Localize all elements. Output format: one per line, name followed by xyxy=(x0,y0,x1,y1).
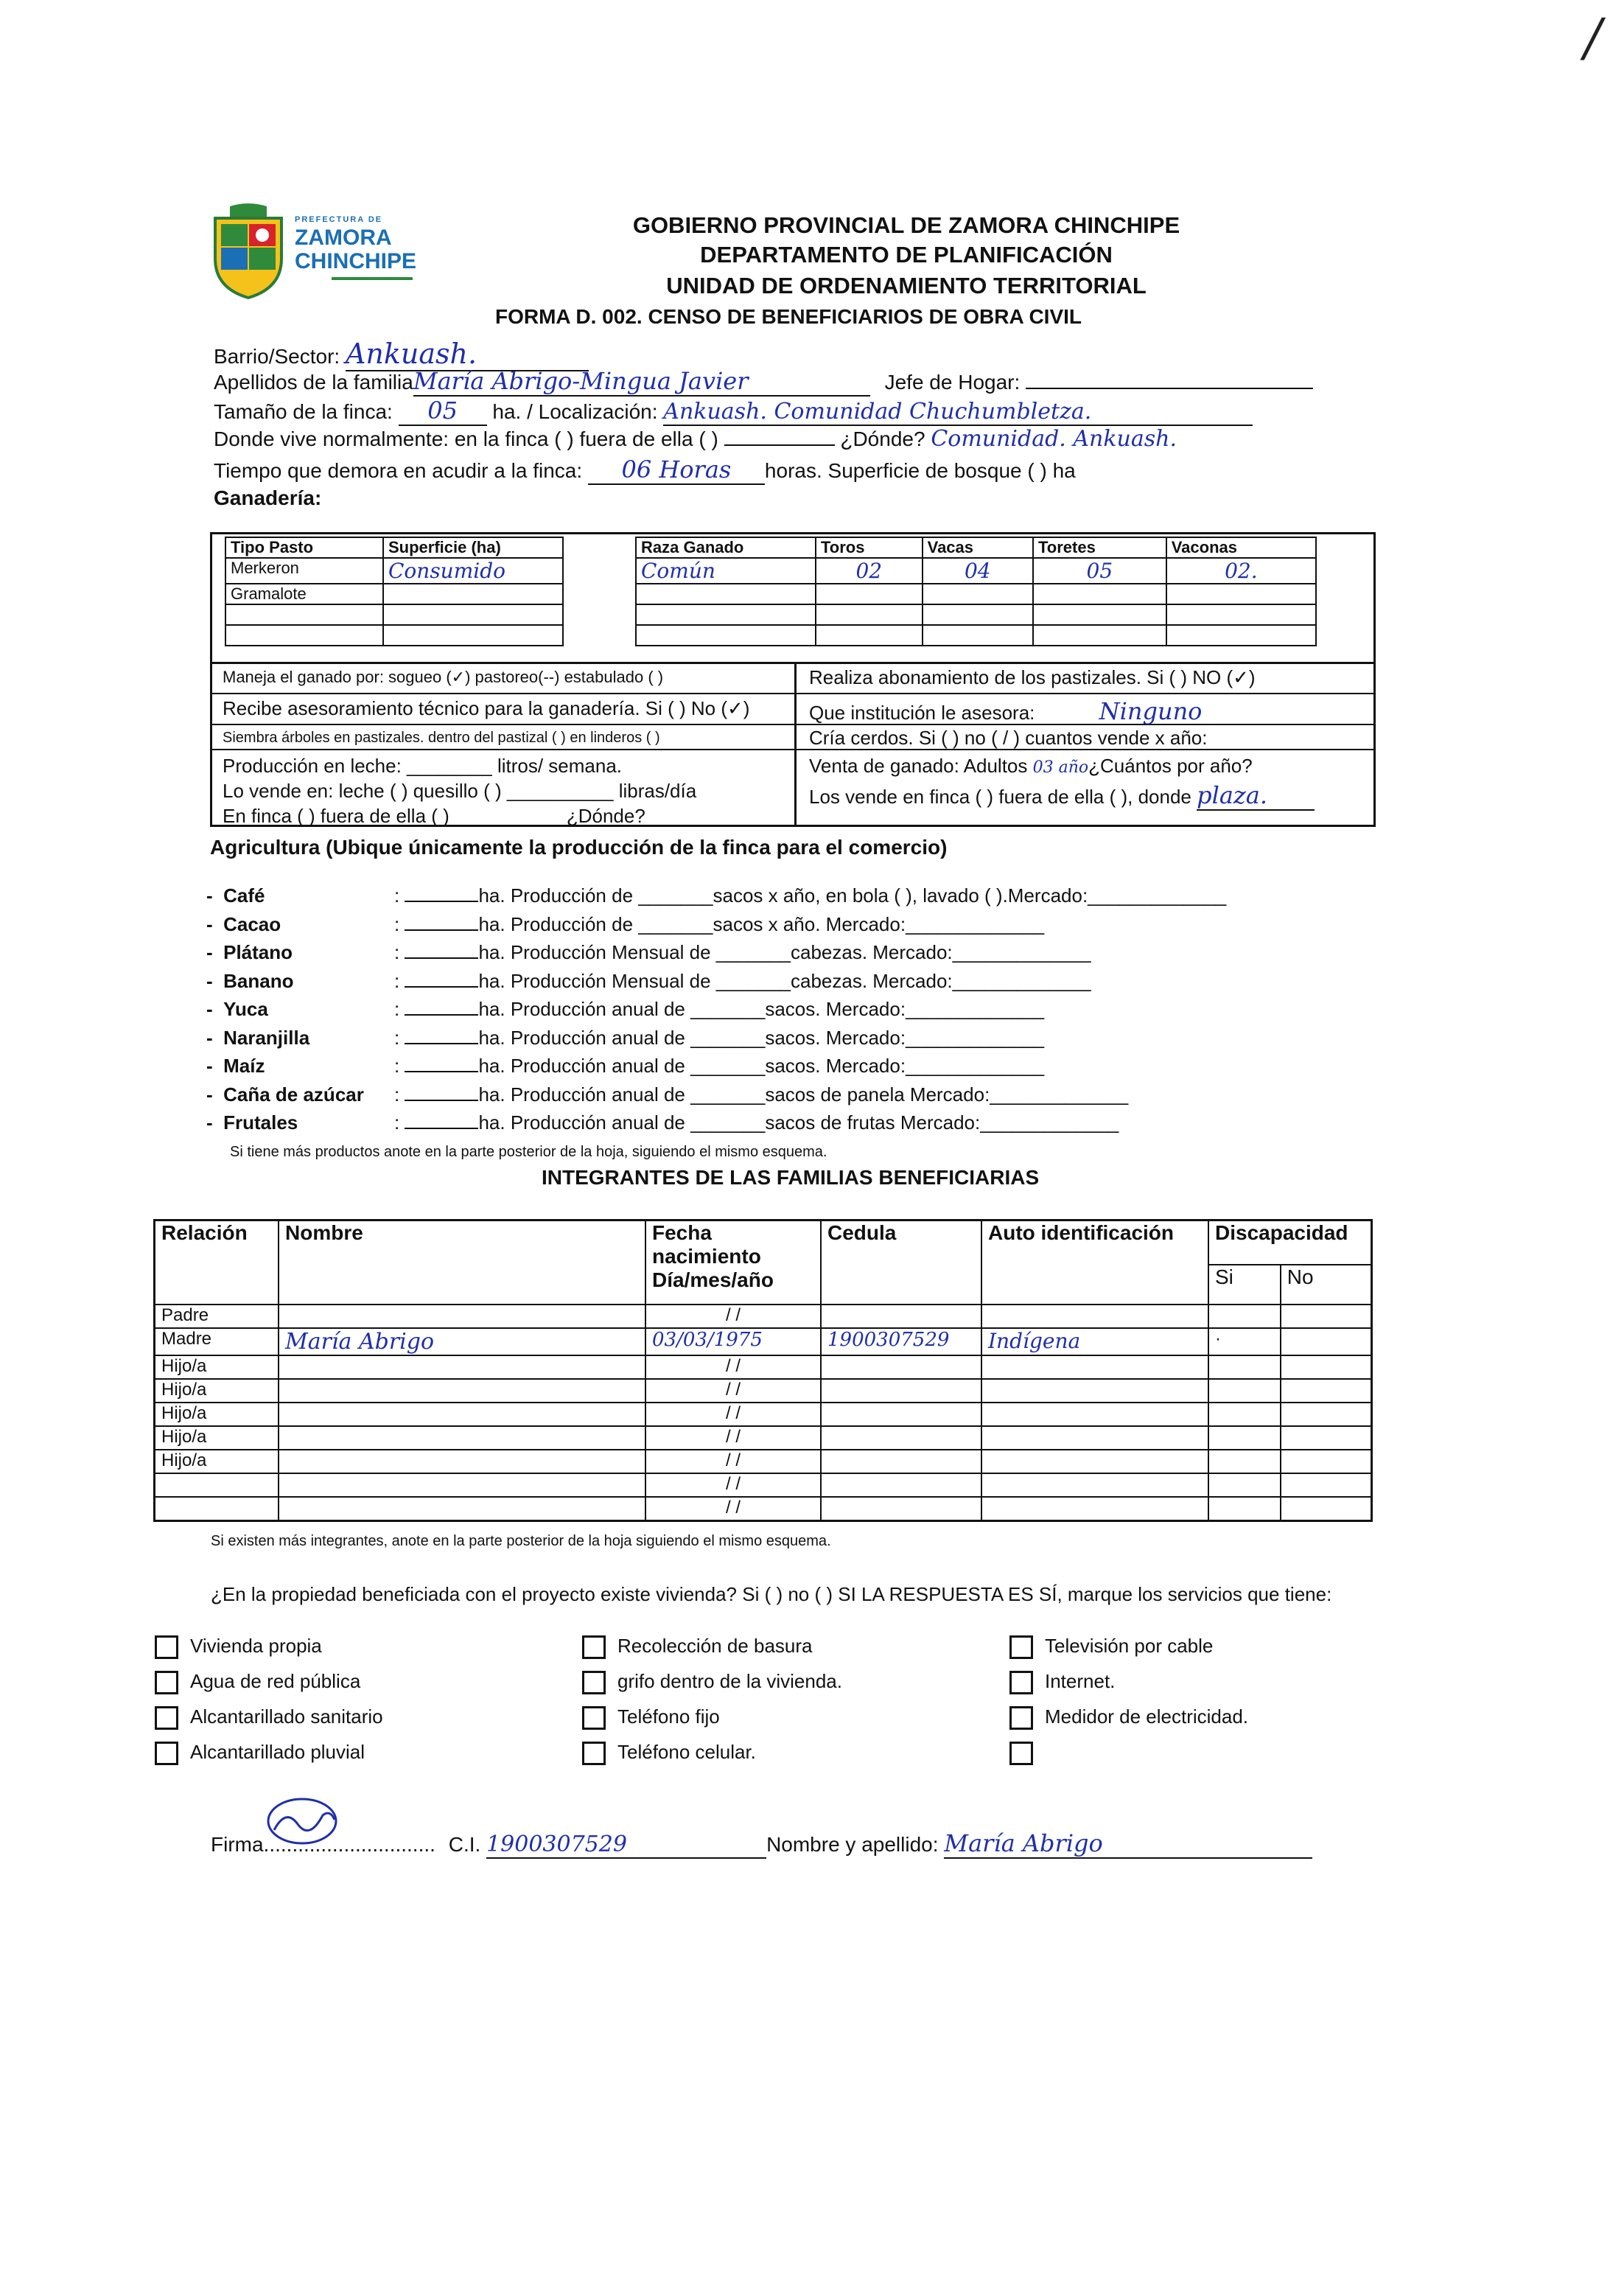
checkbox[interactable] xyxy=(1009,1671,1033,1694)
raza-row xyxy=(636,604,1316,625)
agri-item: - Plátano : ha. Producción Mensual de _______cabezas. Mercado:_____________ xyxy=(206,941,1091,963)
integrante-relacion: Hijo/a xyxy=(155,1450,279,1473)
integrante-no xyxy=(1281,1355,1372,1379)
servicio-option[interactable] xyxy=(582,1670,995,1705)
raza-cell xyxy=(1033,625,1166,646)
header-si: Si xyxy=(1208,1265,1281,1305)
pasto-header-row xyxy=(225,537,563,558)
agri-item: - Frutales : ha. Producción anual de _______sacos de frutas Mercado:_____________ xyxy=(206,1111,1119,1134)
header-no: No xyxy=(1281,1265,1372,1305)
raza-row xyxy=(636,558,1316,584)
servicio-option[interactable] xyxy=(155,1670,567,1705)
firma-label: Firma xyxy=(211,1833,264,1856)
ganado-r2-value: Ninguno xyxy=(1099,697,1203,725)
tamano-label: Tamaño de la finca: xyxy=(214,400,393,423)
agri-item: - Yuca : ha. Producción anual de _______sacos. Mercado:_____________ xyxy=(206,998,1045,1020)
raza-cell xyxy=(1166,584,1316,604)
raza-cell xyxy=(1033,604,1166,625)
integrante-fecha: / / xyxy=(645,1426,821,1450)
integrante-relacion: Hijo/a xyxy=(155,1426,279,1450)
raza-header-row xyxy=(636,537,1316,558)
checkbox[interactable] xyxy=(582,1706,606,1730)
integrante-row xyxy=(155,1379,1372,1403)
pasto-cell xyxy=(383,584,563,604)
integrante-relacion: Hijo/a xyxy=(155,1355,279,1379)
integrante-nombre xyxy=(279,1379,645,1403)
vivienda-col-3 xyxy=(1009,1635,1393,1776)
integrante-si: · xyxy=(1208,1328,1281,1355)
integrante-si xyxy=(1208,1473,1281,1497)
pasto-row xyxy=(225,604,563,625)
raza-header: Toros xyxy=(816,537,923,558)
integrante-fecha: / / xyxy=(645,1305,821,1328)
prefectura-logo xyxy=(208,203,429,299)
pasto-cell: Consumido xyxy=(383,558,563,584)
header-nombre: Nombre xyxy=(279,1220,645,1305)
pasto-cell xyxy=(225,625,383,646)
integrante-relacion: Madre xyxy=(155,1328,279,1355)
integrante-cedula xyxy=(821,1403,981,1426)
ganado-r1: Realiza abonamiento de los pastizales. Si ( ) NO (✓) xyxy=(809,666,1256,688)
raza-table xyxy=(635,537,1317,646)
integrante-fecha: / / xyxy=(645,1379,821,1403)
raza-cell: 04 xyxy=(923,558,1033,584)
integrante-relacion: Padre xyxy=(155,1305,279,1328)
agri-item-name: - Maíz xyxy=(206,1055,265,1077)
checkbox[interactable] xyxy=(582,1635,606,1659)
servicio-option[interactable] xyxy=(582,1741,995,1776)
agri-item-text: ha. Producción Mensual de _______cabezas. Mercado:_____________ xyxy=(478,969,1091,992)
integrante-nombre xyxy=(279,1426,645,1450)
checkbox[interactable] xyxy=(155,1635,178,1659)
tamano-row xyxy=(214,397,1253,426)
header-line-2: DEPARTAMENTO DE PLANIFICACIÓN xyxy=(700,242,1113,268)
agri-item: - Caña de azúcar : ha. Producción anual de _______sacos de panela Mercado:_____________ xyxy=(206,1083,1129,1106)
tamano-value: 05 xyxy=(399,397,487,426)
integrante-relacion: Hijo/a xyxy=(155,1403,279,1426)
ganado-divider-top xyxy=(210,662,1376,664)
agri-item-name: - Cacao xyxy=(206,912,281,935)
raza-cell xyxy=(636,604,816,625)
checkbox[interactable] xyxy=(155,1671,178,1694)
form-title: FORMA D. 002. CENSO DE BENEFICIARIOS DE OBRA CIVIL xyxy=(495,305,1082,328)
header-fecha: Fecha nacimiento Día/mes/año xyxy=(645,1220,821,1305)
integrante-fecha: / / xyxy=(645,1403,821,1426)
jefe-label: Jefe de Hogar: xyxy=(884,371,1021,394)
pasto-row xyxy=(225,625,563,646)
ganado-r4-suffix: ¿Cuántos por año? xyxy=(1088,755,1253,777)
ganado-l4: Producción en leche: ________ litros/ semana. xyxy=(223,755,623,777)
integrante-cedula xyxy=(821,1355,981,1379)
servicio-label: Vivienda propia xyxy=(190,1635,322,1657)
donde-label: ¿Dónde? xyxy=(840,427,925,450)
servicio-option[interactable] xyxy=(1009,1635,1393,1670)
ganaderia-title: Ganadería: xyxy=(214,486,322,509)
integrante-si xyxy=(1208,1379,1281,1403)
vivienda-col-2 xyxy=(582,1635,995,1776)
integrante-si xyxy=(1208,1497,1281,1521)
vive-line xyxy=(724,444,835,446)
integrante-nombre xyxy=(279,1355,645,1379)
checkbox[interactable] xyxy=(1009,1742,1033,1765)
pasto-header-tipo: Tipo Pasto xyxy=(225,537,383,558)
servicio-label: Teléfono celular. xyxy=(617,1741,756,1763)
pasto-cell: Merkeron xyxy=(225,558,383,584)
raza-cell xyxy=(816,584,923,604)
integrante-cedula xyxy=(821,1379,981,1403)
header-relacion: Relación xyxy=(155,1220,279,1305)
agri-item: - Maíz : ha. Producción anual de _______sacos. Mercado:_____________ xyxy=(206,1055,1045,1077)
agri-item-text: ha. Producción de _______sacos x año. Mercado:_____________ xyxy=(478,912,1045,935)
ganado-r5-value: plaza. xyxy=(1197,781,1315,811)
integrante-no xyxy=(1281,1305,1372,1328)
integrante-si xyxy=(1208,1305,1281,1328)
checkbox[interactable] xyxy=(582,1742,606,1765)
ganado-l5: Lo vende en: leche ( ) quesillo ( ) __________ libras/día xyxy=(223,780,697,802)
ci-label: C.I. xyxy=(448,1833,481,1856)
ci-value: 1900307529 xyxy=(486,1831,766,1859)
raza-cell: Común xyxy=(636,558,816,584)
pasto-header-superficie: Superficie (ha) xyxy=(383,537,563,558)
ganado-r5 xyxy=(809,781,1315,811)
integrante-nombre xyxy=(279,1403,645,1426)
integrante-relacion: Hijo/a xyxy=(155,1379,279,1403)
tiempo-label: Tiempo que demora en acudir a la finca: xyxy=(214,459,583,482)
tiempo-value: 06 Horas xyxy=(588,455,765,485)
ganado-r4 xyxy=(809,755,1253,778)
agri-item-name: - Yuca xyxy=(206,998,268,1020)
integrante-cedula: 1900307529 xyxy=(821,1328,981,1355)
checkbox[interactable] xyxy=(1009,1635,1033,1659)
integrante-nombre xyxy=(279,1305,645,1328)
agri-item-name: - Banano xyxy=(206,969,294,992)
logo-underline xyxy=(332,277,413,280)
checkbox[interactable] xyxy=(582,1671,606,1694)
vive-label: Donde vive normalmente: en la finca ( ) fuera de ella ( ) xyxy=(214,427,718,450)
raza-cell: 05 xyxy=(1033,558,1166,584)
tiempo-row xyxy=(214,455,1076,485)
agricultura-title: Agricultura (Ubique únicamente la producción de la finca para el comercio) xyxy=(210,836,948,859)
integrante-no xyxy=(1281,1426,1372,1450)
agri-item-text: ha. Producción anual de _______sacos. Mercado:_____________ xyxy=(478,1026,1045,1049)
donde-value: Comunidad. Ankuash. xyxy=(931,426,1177,452)
integrante-nombre xyxy=(279,1497,645,1521)
integrante-no xyxy=(1281,1497,1372,1521)
agri-item-text: ha. Producción anual de _______sacos de panela Mercado:_____________ xyxy=(478,1083,1129,1106)
integrante-auto xyxy=(981,1305,1208,1328)
agricultura-note: Si tiene más productos anote en la parte posterior de la hoja, siguiendo el mismo esquema. xyxy=(230,1144,827,1160)
integrante-no xyxy=(1281,1473,1372,1497)
servicio-option[interactable] xyxy=(1009,1705,1393,1741)
pasto-table xyxy=(225,537,564,646)
servicio-option[interactable] xyxy=(1009,1670,1393,1705)
apellidos-label: Apellidos de la familia xyxy=(214,371,413,394)
raza-header: Toretes xyxy=(1033,537,1166,558)
integrante-cedula xyxy=(821,1305,981,1328)
servicio-option[interactable] xyxy=(582,1635,995,1670)
ganado-r3: Cría cerdos. Si ( ) no ( / ) cuantos vende x año: xyxy=(809,727,1208,749)
agri-item-name: - Plátano xyxy=(206,941,293,963)
raza-row xyxy=(636,584,1316,604)
agri-item-name: - Frutales xyxy=(206,1111,298,1134)
header-cedula: Cedula xyxy=(821,1220,981,1305)
integrante-cedula xyxy=(821,1450,981,1473)
integrante-row xyxy=(155,1305,1372,1328)
integrante-no xyxy=(1281,1450,1372,1473)
raza-cell xyxy=(1033,584,1166,604)
servicio-label: Alcantarillado sanitario xyxy=(190,1705,383,1728)
ganado-l2: Recibe asesoramiento técnico para la ganadería. Si ( ) No (✓) xyxy=(223,697,750,719)
agri-item-text: ha. Producción Mensual de _______cabezas. Mercado:_____________ xyxy=(478,941,1091,963)
integrante-row xyxy=(155,1473,1372,1497)
raza-header: Vaconas xyxy=(1166,537,1316,558)
integrante-no xyxy=(1281,1379,1372,1403)
integrante-relacion xyxy=(155,1473,279,1497)
integrantes-note: Si existen más integrantes, anote en la parte posterior de la hoja siguiendo el mismo esquema. xyxy=(211,1533,831,1549)
raza-cell xyxy=(923,584,1033,604)
raza-cell xyxy=(816,625,923,646)
integrante-auto xyxy=(981,1403,1208,1426)
pasto-cell xyxy=(383,604,563,625)
integrante-auto xyxy=(981,1355,1208,1379)
integrante-nombre xyxy=(279,1473,645,1497)
integrante-no xyxy=(1281,1328,1372,1355)
servicio-label: Alcantarillado pluvial xyxy=(190,1741,365,1763)
checkbox[interactable] xyxy=(1009,1706,1033,1730)
logo-small-text: PREFECTURA DE xyxy=(295,215,383,224)
ganado-l6: En finca ( ) fuera de ella ( ) __________ ¿Dónde? xyxy=(223,805,645,827)
agri-item-text: ha. Producción anual de _______sacos. Mercado:_____________ xyxy=(478,1055,1045,1077)
servicio-label: Teléfono fijo xyxy=(617,1705,720,1728)
agricultura-list xyxy=(206,884,1312,1140)
firma-row xyxy=(211,1829,1312,1859)
raza-cell xyxy=(923,625,1033,646)
agri-item: - Naranjilla : ha. Producción anual de _______sacos. Mercado:_____________ xyxy=(206,1026,1045,1049)
raza-cell xyxy=(1166,625,1316,646)
signature-icon xyxy=(264,1795,345,1846)
integrante-auto xyxy=(981,1379,1208,1403)
nombre-value: María Abrigo xyxy=(944,1829,1312,1859)
integrante-fecha: / / xyxy=(645,1497,821,1521)
agri-item-text: ha. Producción de _______sacos x año, en bola ( ), lavado ( ).Mercado:_____________ xyxy=(478,884,1227,907)
ganado-r4-value: 03 año xyxy=(1032,758,1089,777)
integrante-row xyxy=(155,1403,1372,1426)
servicio-label: Televisión por cable xyxy=(1045,1635,1214,1657)
barrio-value: Ankuash. xyxy=(346,338,589,371)
header-auto: Auto identificación xyxy=(981,1220,1208,1305)
checkbox[interactable] xyxy=(155,1706,178,1730)
apellidos-row xyxy=(214,367,1313,397)
pasto-cell xyxy=(225,604,383,625)
integrante-fecha: / / xyxy=(645,1450,821,1473)
servicio-label: Agua de red pública xyxy=(190,1670,361,1692)
integrante-fecha: 03/03/1975 xyxy=(645,1328,821,1355)
agri-item-name: - Café xyxy=(206,884,265,907)
integrante-si xyxy=(1208,1426,1281,1450)
raza-cell xyxy=(923,604,1033,625)
integrante-auto xyxy=(981,1497,1208,1521)
integrante-si xyxy=(1208,1450,1281,1473)
integrantes-table xyxy=(153,1219,1373,1522)
ganado-l3: Siembra árboles en pastizales. dentro del pastizal ( ) en linderos ( ) xyxy=(223,730,660,746)
integrante-si xyxy=(1208,1403,1281,1426)
ha-localizacion-label: ha. / Localización: xyxy=(492,400,658,423)
servicio-label: Recolección de basura xyxy=(617,1635,813,1657)
ganado-divider-mid xyxy=(794,662,797,827)
vive-row xyxy=(214,426,1177,452)
integrantes-header-row xyxy=(155,1220,1372,1265)
agri-item: - Café : ha. Producción de _______sacos x año, en bola ( ), lavado ( ).Mercado:_____________ xyxy=(206,884,1227,907)
agri-item-name: - Caña de azúcar xyxy=(206,1083,364,1106)
jefe-value-line xyxy=(1026,388,1313,389)
integrante-no xyxy=(1281,1403,1372,1426)
raza-row xyxy=(636,625,1316,646)
servicio-option[interactable] xyxy=(155,1741,567,1776)
apellidos-value: María Abrigo-Mingua Javier xyxy=(413,367,870,397)
ganado-r2 xyxy=(809,697,1202,725)
checkbox[interactable] xyxy=(155,1742,178,1765)
raza-cell xyxy=(636,625,816,646)
localizacion-value: Ankuash. Comunidad Chuchumbletza. xyxy=(663,399,1253,426)
integrante-si xyxy=(1208,1355,1281,1379)
servicio-label: Internet. xyxy=(1045,1670,1116,1692)
integrante-cedula xyxy=(821,1426,981,1450)
vivienda-question: ¿En la propiedad beneficiada con el proyecto existe vivienda? Si ( ) no ( ) SI LA RESPUESTA ES SÍ, marque los servicios que tiene: xyxy=(211,1583,1332,1605)
integrante-row xyxy=(155,1450,1372,1473)
servicio-option[interactable] xyxy=(155,1705,567,1741)
servicio-option[interactable] xyxy=(582,1705,995,1741)
signature-area xyxy=(264,1833,435,1857)
integrante-nombre: María Abrigo xyxy=(279,1328,645,1355)
header-discapacidad: Discapacidad xyxy=(1208,1220,1372,1265)
integrante-row xyxy=(155,1497,1372,1521)
servicio-option[interactable] xyxy=(1009,1741,1393,1776)
header-line-1: GOBIERNO PROVINCIAL DE ZAMORA CHINCHIPE xyxy=(632,212,1180,238)
agri-item-name: - Naranjilla xyxy=(206,1026,310,1049)
integrante-fecha: / / xyxy=(645,1473,821,1497)
raza-cell xyxy=(636,584,816,604)
corner-mark: / xyxy=(1584,7,1602,68)
integrante-nombre xyxy=(279,1450,645,1473)
logo-text-chinchipe: CHINCHIPE xyxy=(295,249,417,273)
raza-cell: 02 xyxy=(816,558,923,584)
integrante-auto: Indígena xyxy=(981,1328,1208,1355)
vivienda-col-1 xyxy=(155,1635,567,1776)
integrante-row xyxy=(155,1426,1372,1450)
raza-cell xyxy=(816,604,923,625)
agri-item-text: ha. Producción anual de _______sacos de frutas Mercado:_____________ xyxy=(478,1111,1119,1134)
barrio-label: Barrio/Sector: xyxy=(214,345,340,368)
header-line-3: UNIDAD DE ORDENAMIENTO TERRITORIAL xyxy=(666,273,1147,298)
pasto-cell: Gramalote xyxy=(225,584,383,604)
firma-dots: .............................. xyxy=(263,1833,435,1856)
logo-text-zamora: ZAMORA xyxy=(295,226,392,250)
raza-cell xyxy=(1166,604,1316,625)
pasto-row xyxy=(225,558,563,584)
integrante-relacion xyxy=(155,1497,279,1521)
agri-item: - Banano : ha. Producción Mensual de _______cabezas. Mercado:_____________ xyxy=(206,969,1091,992)
tiempo-suffix: horas. Superficie de bosque ( ) ha xyxy=(764,459,1076,482)
servicio-label: Medidor de electricidad. xyxy=(1045,1705,1249,1728)
integrante-row xyxy=(155,1328,1372,1355)
nombre-label: Nombre y apellido: xyxy=(766,1833,939,1856)
agri-item-text: ha. Producción anual de _______sacos. Mercado:_____________ xyxy=(478,998,1045,1020)
integrante-fecha: / / xyxy=(645,1355,821,1379)
servicio-option[interactable] xyxy=(155,1635,567,1670)
ganado-r2-label: Que institución le asesora: xyxy=(809,702,1035,724)
servicio-label: grifo dentro de la vivienda. xyxy=(617,1670,842,1692)
shield-icon xyxy=(208,203,289,299)
ganado-r4-label: Venta de ganado: Adultos xyxy=(809,755,1028,777)
raza-header: Raza Ganado xyxy=(636,537,816,558)
raza-header: Vacas xyxy=(923,537,1033,558)
pasto-cell xyxy=(383,625,563,646)
integrante-auto xyxy=(981,1450,1208,1473)
ganado-divider xyxy=(210,693,1376,694)
integrante-auto xyxy=(981,1473,1208,1497)
integrantes-title: INTEGRANTES DE LAS FAMILIAS BENEFICIARIAS xyxy=(542,1166,1040,1189)
integrante-row xyxy=(155,1355,1372,1379)
ganado-l1: Maneja el ganado por: sogueo (✓) pastoreo(--) estabulado ( ) xyxy=(223,668,664,686)
integrante-cedula xyxy=(821,1473,981,1497)
pasto-row xyxy=(225,584,563,604)
raza-cell: 02. xyxy=(1166,558,1316,584)
integrante-cedula xyxy=(821,1497,981,1521)
integrante-auto xyxy=(981,1426,1208,1450)
agri-item: - Cacao : ha. Producción de _______sacos x año. Mercado:_____________ xyxy=(206,912,1045,935)
ganado-r5-label: Los vende en finca ( ) fuera de ella ( ), donde xyxy=(809,786,1191,808)
